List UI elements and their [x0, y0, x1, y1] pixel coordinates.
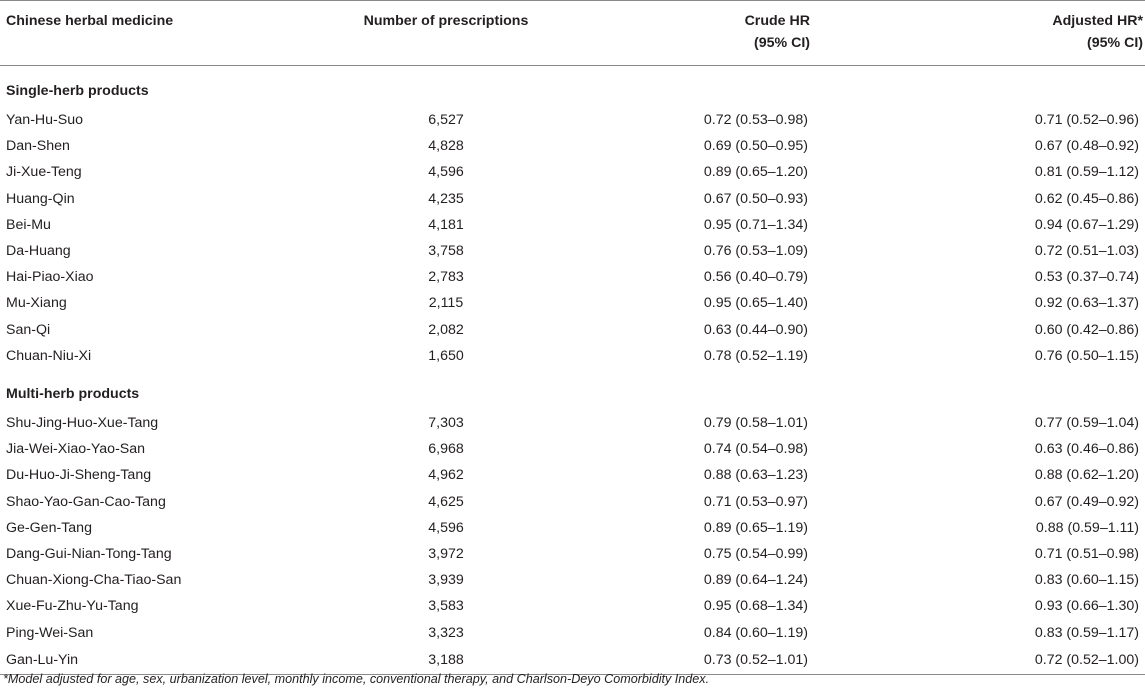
table-row — [0, 541, 1145, 567]
cell-crude-hr: 0.56 (0.40–0.79) — [703, 269, 808, 286]
table-row — [0, 317, 1145, 343]
cell-adjusted-hr: 0.71 (0.52–0.96) — [1034, 112, 1139, 128]
cell-prescription-count: 3,323 — [428, 624, 464, 641]
cell-prescription-count: 7,303 — [428, 415, 464, 432]
cell-prescription-count: 3,758 — [428, 243, 464, 260]
cell-herb-name: Dang-Gui-Nian-Tong-Tang — [6, 546, 172, 563]
cell-adjusted-hr: 0.88 (0.62–1.20) — [1034, 467, 1139, 484]
cell-adjusted-hr: 0.62 (0.45–0.86) — [1034, 190, 1139, 207]
header-adjusted-hr: Adjusted HR* (95% CI) — [834, 1, 1145, 66]
cell-adjusted-hr: 0.67 (0.48–0.92) — [1034, 138, 1139, 155]
cell-adjusted-hr: 0.67 (0.49–0.92) — [1034, 493, 1139, 510]
cell-herb-name: Gan-Lu-Yin — [0, 646, 296, 675]
cell-prescription-count: 2,783 — [428, 269, 464, 286]
cell-prescription-count: 1,650 — [428, 347, 464, 364]
cell-crude-hr: 0.95 (0.68–1.34) — [703, 598, 808, 615]
table-row — [0, 159, 1145, 185]
header-row — [0, 1, 1145, 66]
table-row — [0, 133, 1145, 159]
cell-prescription-count: 4,596 — [428, 519, 464, 536]
cell-crude-hr: 0.88 (0.63–1.23) — [703, 467, 808, 484]
table-row — [0, 264, 1145, 290]
cell-crude-hr: 0.73 (0.52–1.01) — [596, 646, 834, 675]
cell-prescription-count: 6,968 — [428, 441, 464, 458]
cell-crude-hr: 0.63 (0.44–0.90) — [703, 321, 808, 338]
cell-crude-hr: 0.89 (0.65–1.19) — [703, 519, 808, 536]
cell-crude-hr: 0.79 (0.58–1.01) — [703, 415, 808, 432]
cell-prescription-count: 4,596 — [428, 164, 464, 181]
cell-adjusted-hr: 0.83 (0.60–1.15) — [1034, 572, 1139, 589]
table-row — [0, 238, 1145, 264]
cell-herb-name: Ge-Gen-Tang — [6, 519, 92, 536]
table-footnote: *Model adjusted for age, sex, urbanization level, monthly income, conventional therapy, and Charlson-Deyo Comorbidity Index. — [3, 672, 710, 686]
cell-prescription-count: 4,962 — [428, 467, 464, 484]
cell-adjusted-hr: 0.93 (0.66–1.30) — [1034, 598, 1139, 615]
cell-adjusted-hr: 0.60 (0.42–0.86) — [1034, 321, 1139, 338]
cell-adjusted-hr: 0.77 (0.59–1.04) — [1034, 415, 1139, 432]
cell-adjusted-hr: 0.76 (0.50–1.15) — [1034, 347, 1139, 364]
table-row — [0, 620, 1145, 646]
cell-herb-name: Mu-Xiang — [6, 295, 67, 312]
cell-crude-hr: 0.89 (0.64–1.24) — [703, 572, 808, 589]
table-row — [0, 186, 1145, 212]
cell-herb-name: Du-Huo-Ji-Sheng-Tang — [6, 467, 152, 484]
cell-crude-hr: 0.95 (0.71–1.34) — [703, 216, 808, 233]
cell-herb-name: Ji-Xue-Teng — [6, 164, 82, 181]
header-number-of-prescriptions: Number of prescriptions — [296, 1, 596, 66]
cell-prescription-count: 2,082 — [428, 321, 464, 338]
cell-herb-name: Shao-Yao-Gan-Cao-Tang — [6, 493, 166, 510]
cell-prescription-count: 3,188 — [296, 646, 596, 675]
table-body — [0, 66, 1145, 675]
cell-herb-name: Chuan-Xiong-Cha-Tiao-San — [6, 572, 182, 589]
table-row — [0, 593, 1145, 619]
cell-herb-name: Bei-Mu — [6, 216, 51, 233]
cell-crude-hr: 0.69 (0.50–0.95) — [703, 138, 808, 155]
cell-crude-hr: 0.72 (0.53–0.98) — [703, 112, 808, 128]
cell-prescription-count: 3,939 — [428, 572, 464, 589]
cell-prescription-count: 6,527 — [428, 112, 464, 128]
cell-prescription-count: 3,972 — [428, 546, 464, 563]
cell-herb-name: Shu-Jing-Huo-Xue-Tang — [6, 415, 159, 432]
cell-prescription-count: 4,828 — [428, 138, 464, 155]
cell-prescription-count: 4,625 — [428, 493, 464, 510]
cell-adjusted-hr: 0.71 (0.51–0.98) — [1034, 546, 1139, 563]
cell-herb-name: Dan-Shen — [6, 138, 70, 155]
table-row — [0, 343, 1145, 369]
cell-adjusted-hr: 0.94 (0.67–1.29) — [1034, 216, 1139, 233]
cell-adjusted-hr: 0.92 (0.63–1.37) — [1034, 295, 1139, 312]
cell-herb-name: Jia-Wei-Xiao-Yao-San — [6, 441, 146, 458]
cell-adjusted-hr: 0.81 (0.59–1.12) — [1034, 164, 1139, 181]
table-row — [0, 646, 1145, 675]
cell-adjusted-hr: 0.83 (0.59–1.17) — [1034, 624, 1139, 641]
cell-herb-name: Hai-Piao-Xiao — [6, 269, 94, 286]
section-title: Multi-herb products — [6, 386, 140, 403]
cell-crude-hr: 0.84 (0.60–1.19) — [703, 624, 808, 641]
table-row — [0, 212, 1145, 238]
section-header-row — [0, 369, 1145, 410]
cell-herb-name: Chuan-Niu-Xi — [6, 347, 92, 364]
section-title: Single-herb products — [6, 83, 149, 99]
cell-adjusted-hr: 0.53 (0.37–0.74) — [1034, 269, 1139, 286]
table-row — [0, 462, 1145, 488]
cell-herb-name: Ping-Wei-San — [6, 624, 94, 641]
section-header-row — [0, 66, 1145, 108]
table-row — [0, 410, 1145, 436]
cell-crude-hr: 0.74 (0.54–0.98) — [703, 441, 808, 458]
table-row — [0, 436, 1145, 462]
table-row — [0, 290, 1145, 316]
cell-crude-hr: 0.89 (0.65–1.20) — [703, 164, 808, 181]
table-header — [0, 1, 1145, 66]
header-herbal-medicine: Chinese herbal medicine — [0, 1, 296, 66]
cell-herb-name: Da-Huang — [6, 243, 71, 260]
cell-crude-hr: 0.76 (0.53–1.09) — [703, 243, 808, 260]
cell-adjusted-hr: 0.72 (0.51–1.03) — [1034, 243, 1139, 260]
cell-crude-hr: 0.95 (0.65–1.40) — [703, 295, 808, 312]
cell-crude-hr: 0.67 (0.50–0.93) — [703, 190, 808, 207]
cell-herb-name: Yan-Hu-Suo — [6, 112, 84, 128]
cell-adjusted-hr: 0.72 (0.52–1.00) — [834, 646, 1145, 675]
cell-adjusted-hr: 0.63 (0.46–0.86) — [1034, 441, 1139, 458]
cell-crude-hr: 0.78 (0.52–1.19) — [703, 347, 808, 364]
header-crude-hr: Crude HR (95% CI) — [596, 1, 834, 66]
cell-prescription-count: 4,235 — [428, 190, 464, 207]
cell-crude-hr: 0.75 (0.54–0.99) — [703, 546, 808, 563]
table-row — [0, 567, 1145, 593]
cell-crude-hr: 0.71 (0.53–0.97) — [703, 493, 808, 510]
cell-adjusted-hr: 0.88 (0.59–1.11) — [1035, 519, 1139, 536]
table-row — [0, 515, 1145, 541]
table-row — [0, 489, 1145, 515]
table-row — [0, 107, 1145, 133]
cell-prescription-count: 3,583 — [428, 598, 464, 615]
cell-prescription-count: 4,181 — [428, 216, 464, 233]
cell-herb-name: Xue-Fu-Zhu-Yu-Tang — [6, 598, 139, 615]
cell-herb-name: Huang-Qin — [6, 190, 75, 207]
cell-prescription-count: 2,115 — [428, 295, 464, 312]
cell-herb-name: San-Qi — [6, 321, 51, 338]
